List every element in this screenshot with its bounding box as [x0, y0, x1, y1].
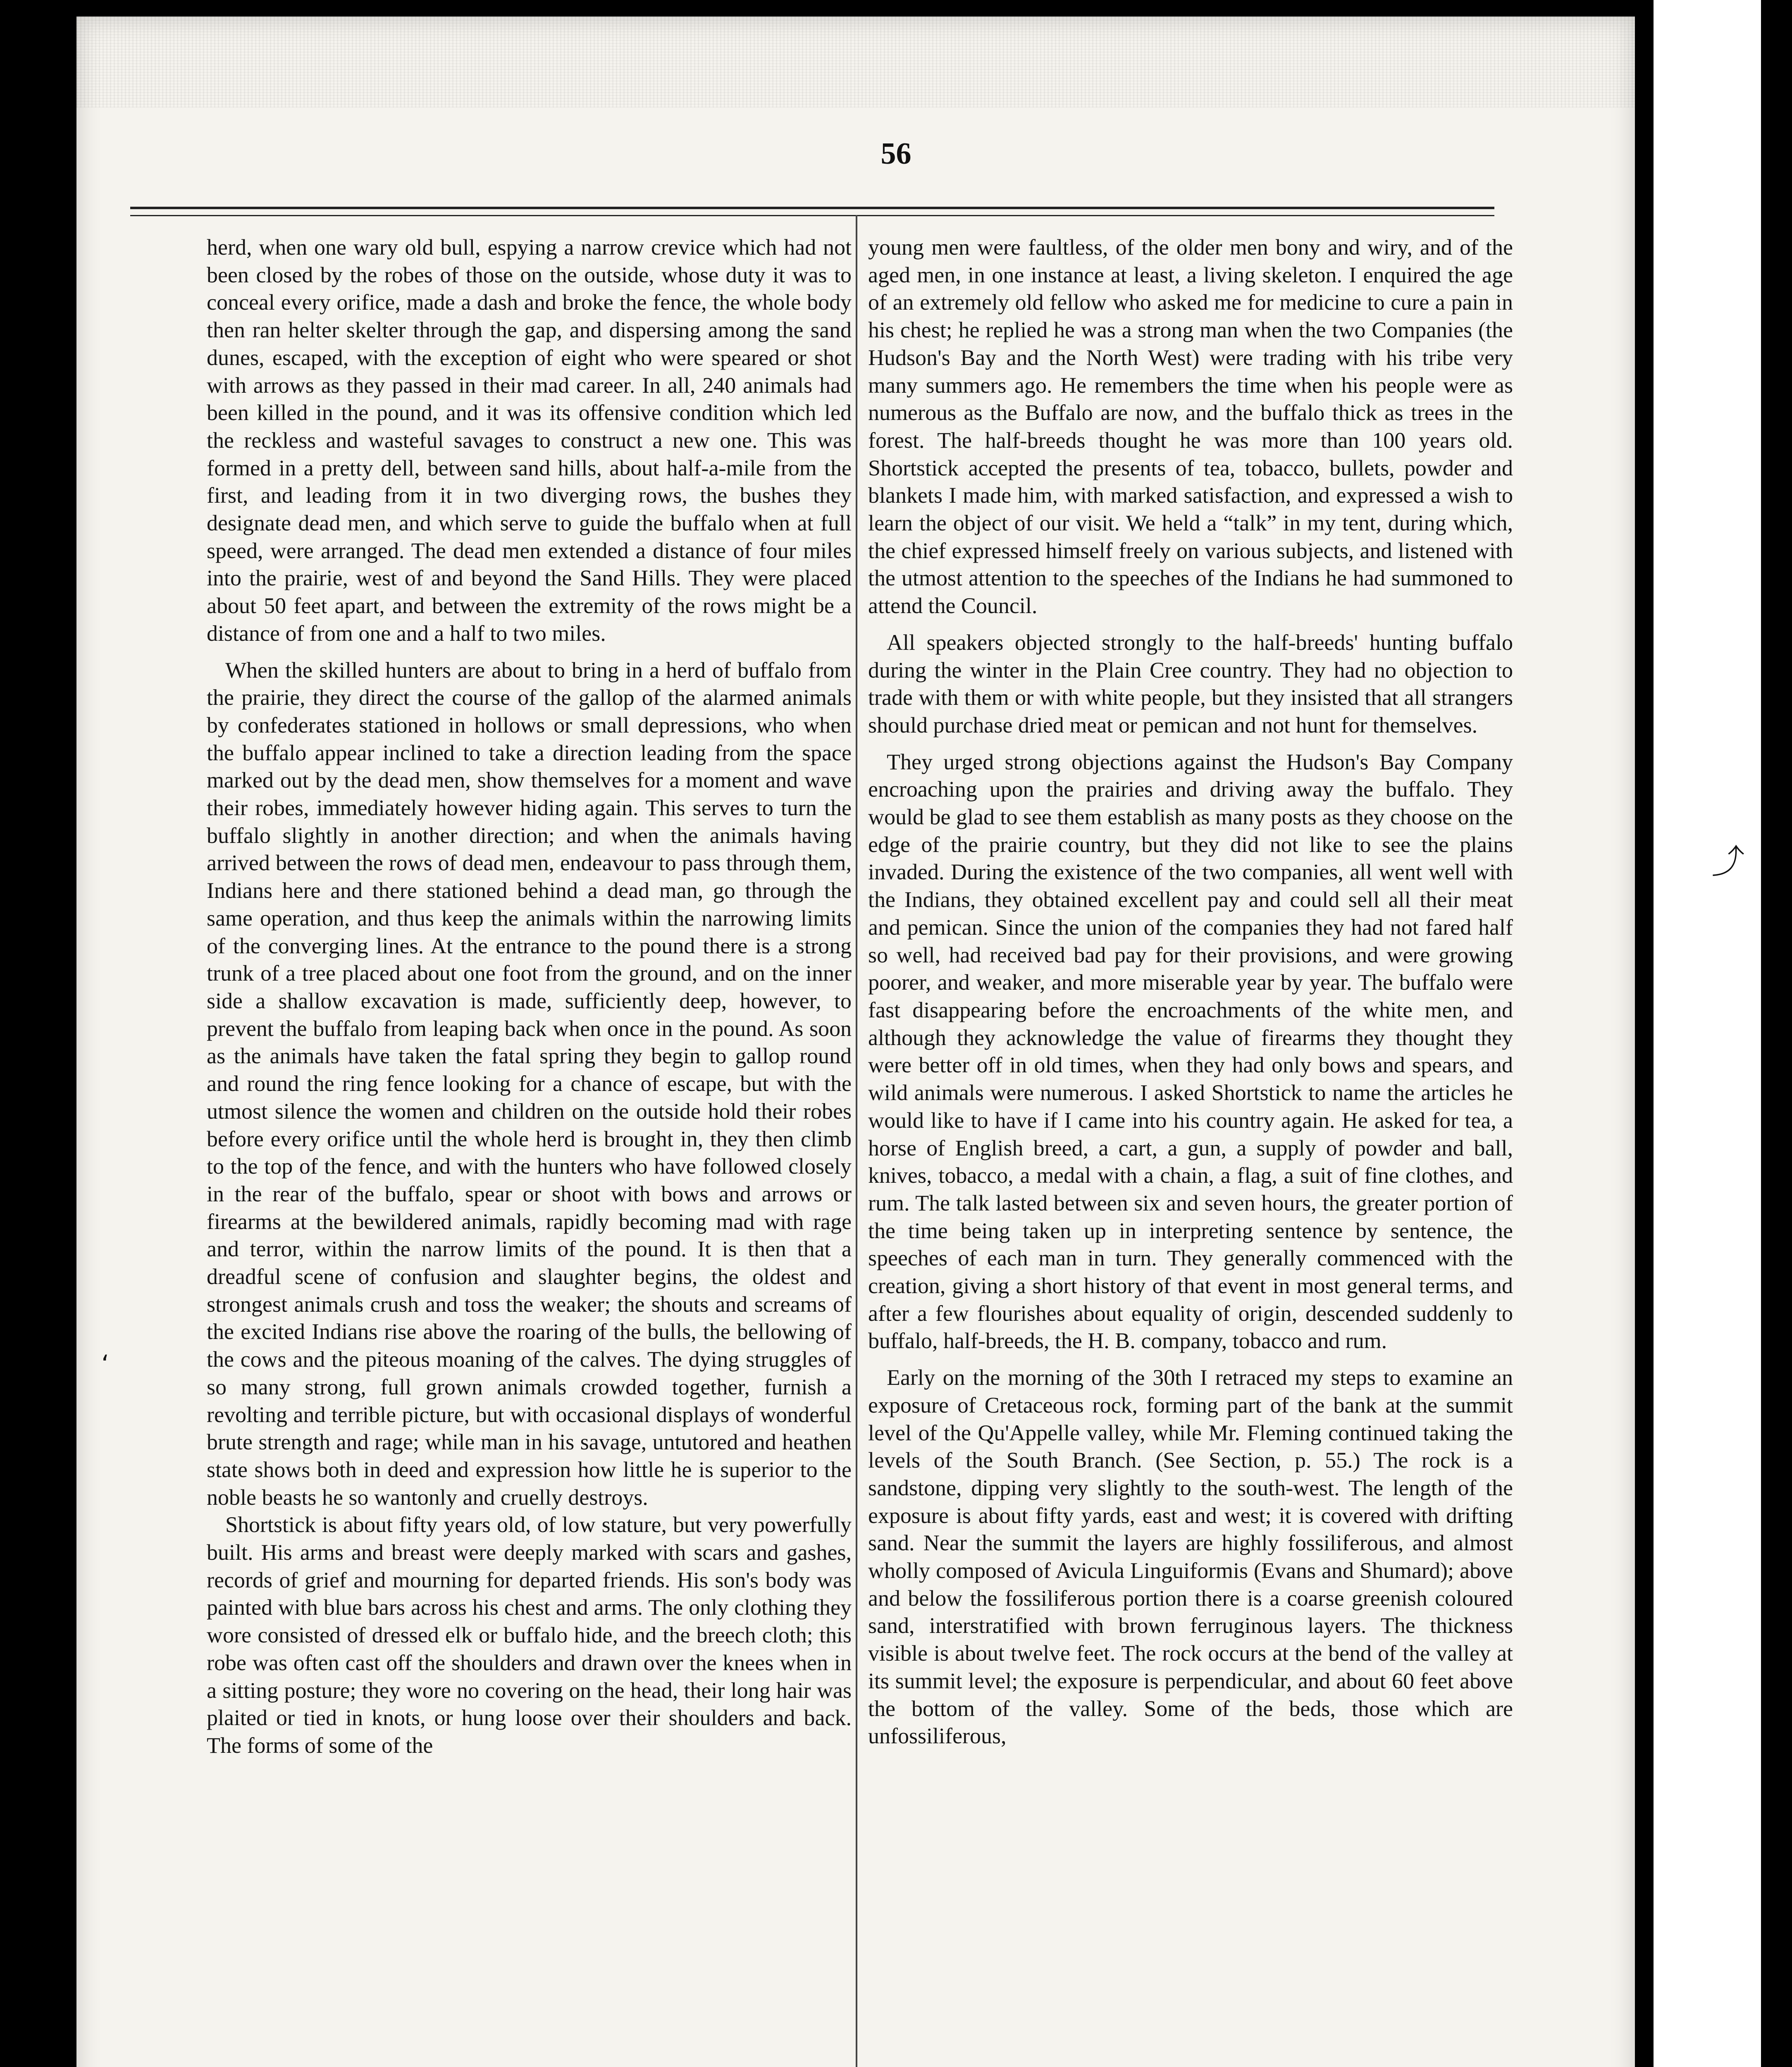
- column-divider: [856, 215, 857, 2067]
- right-column: [868, 234, 1513, 1750]
- paragraph: When the skilled hunters are about to bring in a herd of buffalo from the prairie, they direct the course of the gallop of the alarmed animals by confederates stationed in hollows or small depressions, who when the buffalo appear inclined to take a direction leading from the space marked out by the dead men, show themselves for a moment and wave their robes, immediately however hiding again. This serves to turn the buffalo slightly in another direction; and when the animals having arrived between the rows of dead men, endeavour to pass through them, Indians here and there stationed behind a dead man, go through the same operation, and thus keep the animals within the narrowing limits of the converging lines. At the entrance to the pound there is a strong trunk of a tree placed about one foot from the ground, and on the inner side a shallow excavation is made, sufficiently deep, however, to prevent the buffalo from leaping back when once in the pound. As soon as the animals have taken the fatal spring they begin to gallop round and round the ring fence looking for a chance of escape, but with the utmost silence the women and children on the outside hold their robes before every orifice until the whole herd is brought in, they then climb to the top of the fence, and with the hunters who have followed closely in the rear of the buffalo, spear or shoot with bows and arrows or firearms at the bewildered animals, rapidly becoming mad with rage and terror, within the narrow limits of the pound. It is then that a dreadful scene of confusion and slaughter begins, the oldest and strongest animals crush and toss the weaker; the shouts and screams of the excited Indians rise above the roaring of the bulls, the bellowing of the cows and the piteous moaning of the calves. The dying struggles of so many strong, full grown animals crowded together, furnish a revolting and terrible picture, but with occasional displays of wonderful brute strength and rage; while man in his savage, untutored and heathen state shows both in deed and expression how little he is superior to the noble beasts he so wantonly and cruelly destroys.: [207, 657, 852, 1510]
- paragraph: Early on the morning of the 30th I retraced my steps to examine an exposure of Cretaceous rock, forming part of the bank at the summit level of the Qu'Appelle valley, while Mr. Fleming continued taking the levels of the South Branch. (See Section, p. 55.) The rock is a sandstone, dipping very slightly to the south-west. The length of the exposure is about fifty yards, east and west; it is covered with drifting sand. Near the summit the layers are highly fossiliferous, and almost wholly composed of Avicula Linguiformis (Evans and Shumard); above and below the fossiliferous portion there is a coarse greenish coloured sand, interstratified with brown ferruginous layers. The thickness visible is about twelve feet. The rock occurs at the bend of the valley at its summit level; the exposure is perpendicular, and about 60 feet above the bottom of the valley. Some of the beds, those which are unfossiliferous,: [868, 1365, 1513, 1749]
- paragraph: herd, when one wary old bull, espying a narrow crevice which had not been closed by the robes of those on the outside, whose duty it was to conceal every orifice, made a dash and broke the fence, the whole body then ran helter skelter through the gap, and dispersing among the sand dunes, escaped, with the exception of eight who were speared or shot with arrows as they passed in their mad career. In all, 240 animals had been killed in the pound, and it was its offensive condition which led the reckless and wasteful savages to construct a new one. This was formed in a pretty dell, between sand hills, about half-a-mile from the first, and leading from it in two diverging rows, the bushes they designate dead men, and which serve to guide the buffalo when at full speed, were arranged. The dead men extended a distance of four miles into the prairie, west of and beyond the Sand Hills. They were placed about 50 feet apart, and between the extremity of the rows might be a distance of from one and a half to two miles.: [207, 235, 852, 646]
- paragraph: All speakers objected strongly to the half-breeds' hunting buffalo during the winter in the Plain Cree country. They had no objection to trade with them or with white people, but they insisted that all strangers should purchase dried meat or pemican and not hunt for themselves.: [868, 630, 1513, 738]
- left-column: [207, 234, 852, 1759]
- paragraph: They urged strong objections against the Hudson's Bay Company encroaching upon the prairies and driving away the buffalo. They would be glad to see them establish as many posts as they choose on the edge of the prairie country, but they did not like to see the plains invaded. During the existence of the two companies, all went well with the Indians, they obtained excellent pay and could sell all their meat and pemican. Since the union of the companies they had not fared half so well, had received bad pay for their provisions, and were growing poorer, and weaker, and more miserable year by year. The buffalo were fast disappearing before the encroachments of the white men, and although they acknowledge the value of firearms they thought they were better off in old times, when they had only bows and spears, and wild animals were numerous. I asked Shortstick to name the articles he would like to have if I came into his country again. He asked for tea, a horse of English breed, a cart, a gun, a supply of powder and ball, knives, tobacco, a medal with a chain, a flag, a suit of fine clothes, and rum. The talk lasted between six and seven hours, the greater portion of the time being taken up in interpreting sentence by sentence, the speeches of each man in turn. They generally commenced with the creation, giving a short history of that event in most general terms, and after a few flourishes about equality of origin, descended suddenly to buffalo, half-breeds, the H. B. company, tobacco and rum.: [868, 749, 1513, 1353]
- paragraph: Shortstick is about fifty years old, of low stature, but very powerfully built. His arms and breast were deeply marked with scars and gashes, records of grief and mourning for departed friends. His son's body was painted with blue bars across his chest and arms. The only clothing they wore consisted of dressed elk or buffalo hide, and the breech cloth; this robe was often cast off the shoulders and drawn over the knees when in a sitting posture; they wore no covering on the head, their long hair was plaited or tied in knots, or hung loose over their shoulders and back. The forms of some of the: [207, 1512, 852, 1758]
- scan-edge: [1637, 0, 1792, 2067]
- header-rule-thin: [130, 215, 1494, 216]
- page-number: 56: [880, 137, 912, 171]
- paragraph: young men were faultless, of the older men bony and wiry, and of the aged men, in one instance at least, a living skeleton. I enquired the age of an extremely old fellow who asked me for medicine to cure a pain in his chest; he replied he was a strong man when the two Companies (the Hudson's Bay and the North West) were trading with his tribe very many summers ago. He remembers the time when his people were as numerous as the Buffalo are now, and the buffalo thick as trees in the forest. The half-breeds thought he was more than 100 years old. Shortstick accepted the presents of tea, tobacco, bullets, powder and blankets I made him, with marked satisfaction, and expressed a wish to learn the object of our visit. We held a “talk” in my tent, during which, the chief expressed himself freely on various subjects, and listened with the utmost attention to the speeches of the Indians he had summoned to attend the Council.: [868, 235, 1513, 618]
- header-rule: [130, 207, 1494, 209]
- margin-mark-icon: ⤴: [1711, 843, 1744, 881]
- margin-mark-icon: ‘: [101, 1350, 110, 1379]
- scan-noise: [76, 17, 1635, 107]
